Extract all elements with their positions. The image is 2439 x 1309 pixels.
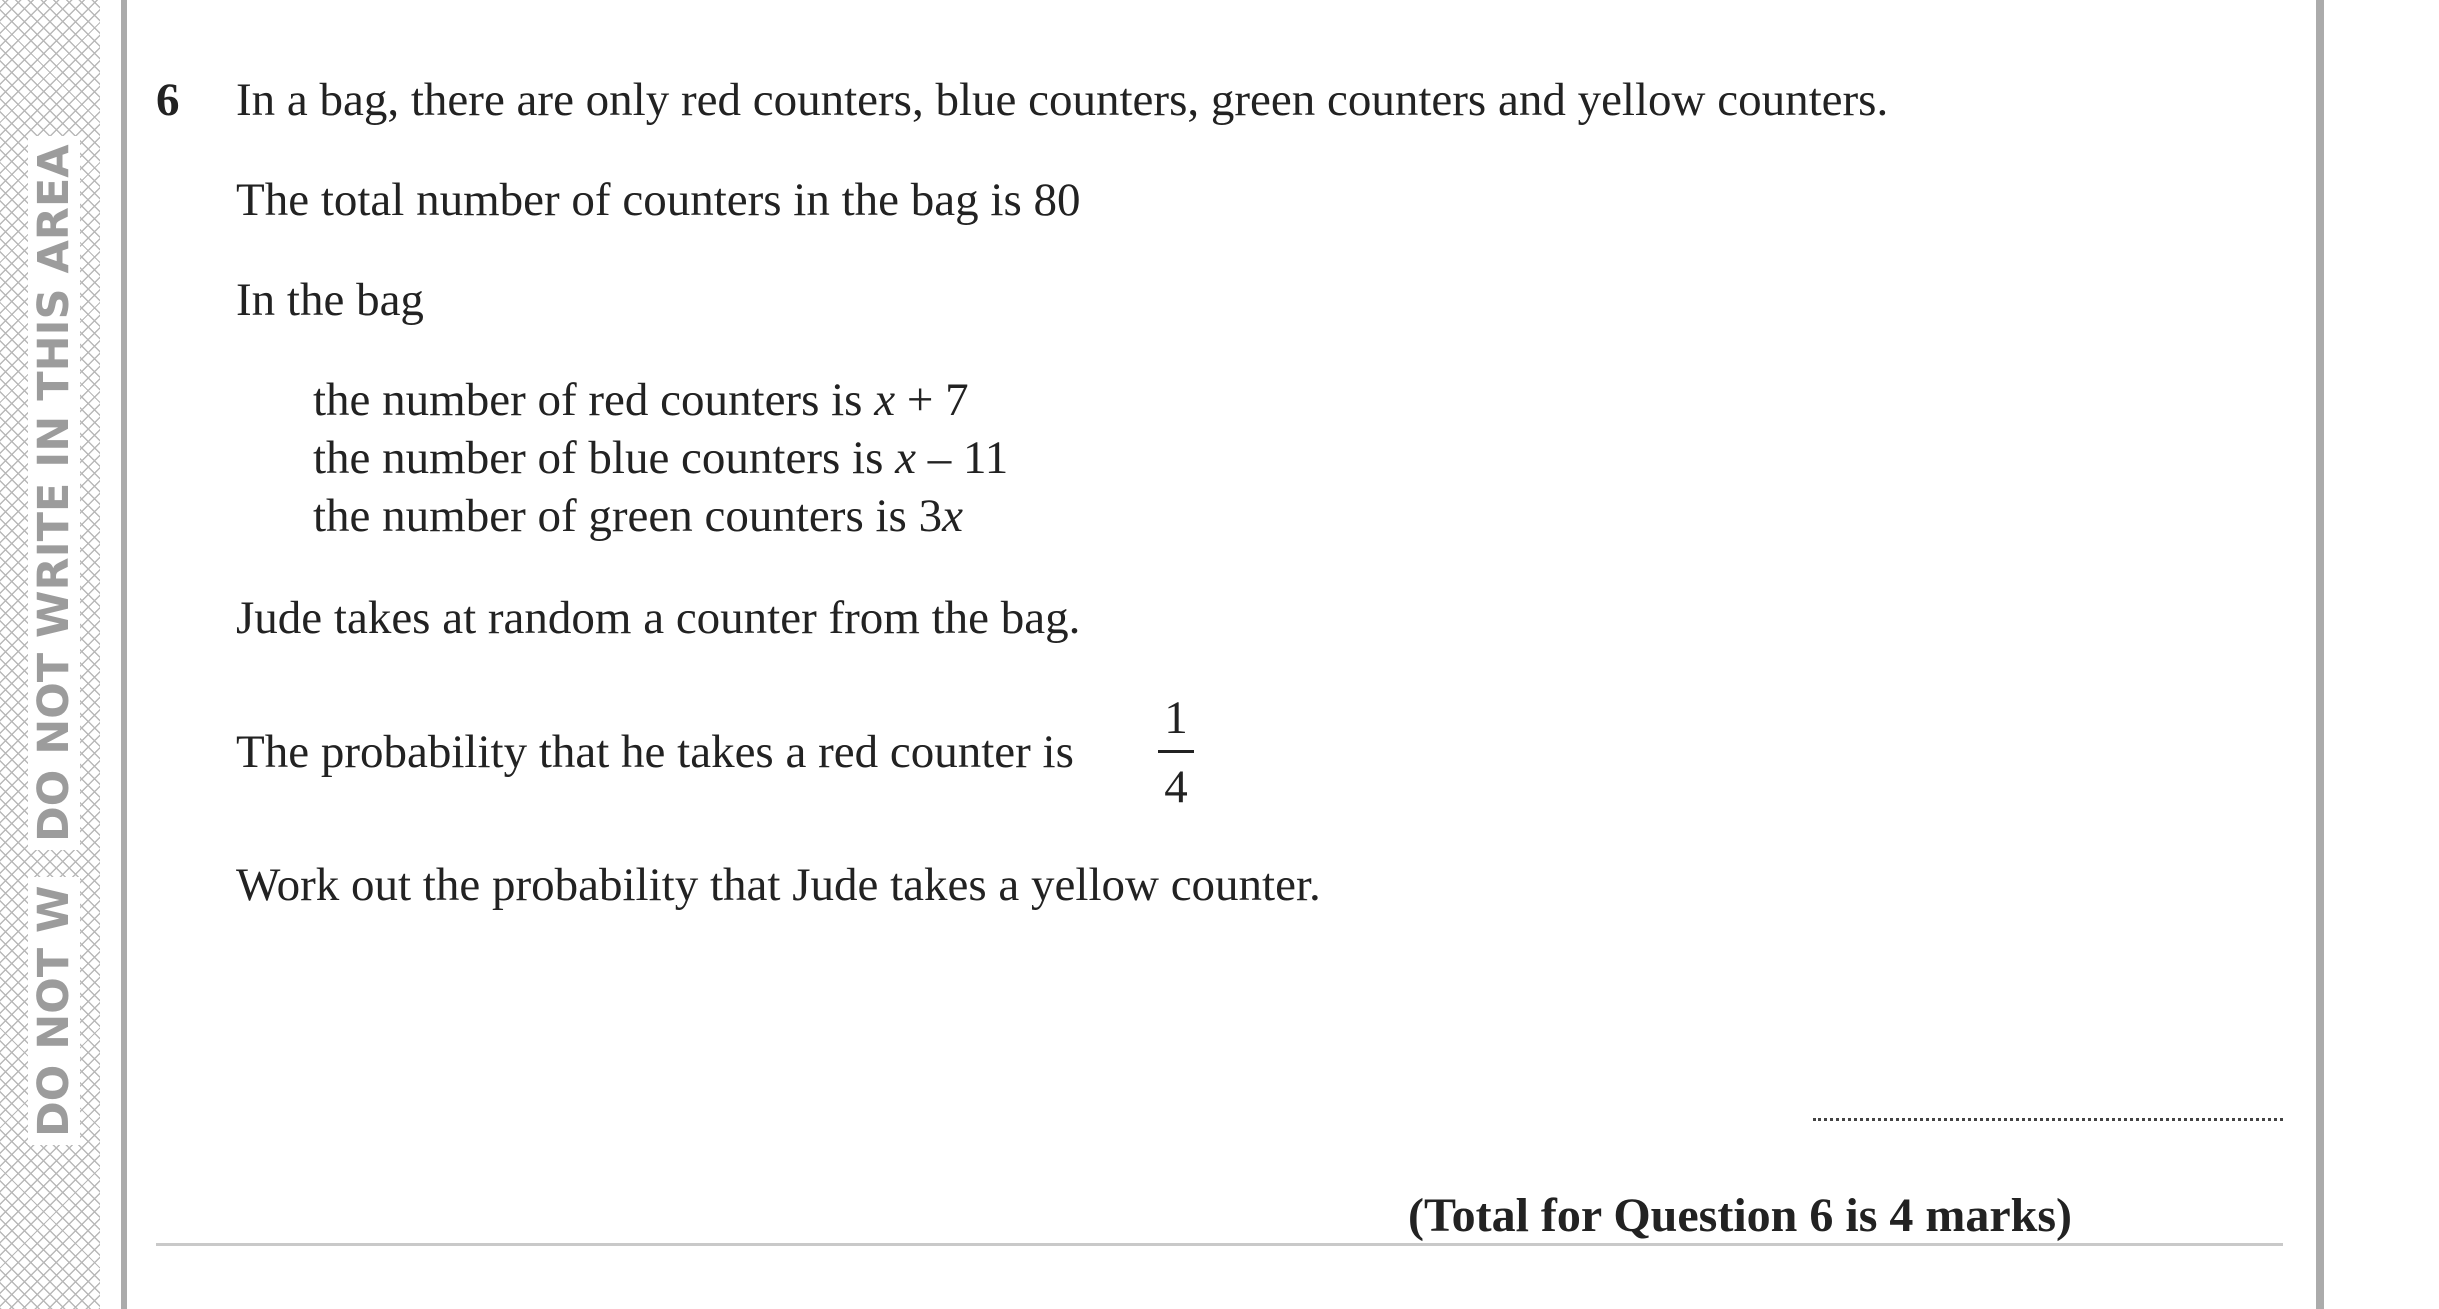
answer-line[interactable] [1813,1118,2283,1121]
condition-red-suffix: + 7 [895,374,969,426]
condition-green-prefix: the number of green counters is 3 [313,490,943,542]
condition-blue-suffix: – 11 [916,432,1009,484]
question-total-counters: The total number of counters in the bag is 80 [236,174,1081,226]
condition-blue-variable: x [895,432,917,484]
fraction-denominator: 4 [1164,761,1188,813]
margin-warning: DO NOT WRITE IN THIS AREA [28,136,80,850]
question-in-bag: In the bag [236,274,424,326]
total-marks: (Total for Question 6 is 4 marks) [1408,1189,2073,1242]
margin-warning-partial: DO NOT W [28,878,80,1146]
margin-divider [121,0,127,1309]
fraction-numerator: 1 [1164,692,1188,744]
condition-green [313,486,963,546]
condition-red [313,370,969,430]
condition-red-prefix: the number of red counters is [313,374,875,426]
question-task: Work out the probability that Jude takes a yellow counter. [236,859,1321,911]
question-probability-text: The probability that he takes a red counter is [236,726,1074,778]
bottom-rule [156,1243,2283,1246]
margin-hatch [0,0,100,1309]
fraction-bar [1158,750,1194,753]
question-intro: In a bag, there are only red counters, blue counters, green counters and yellow counters. [236,74,1889,126]
probability-fraction [1158,690,1194,815]
condition-blue-prefix: the number of blue counters is [313,432,896,484]
question-jude: Jude takes at random a counter from the bag. [236,592,1081,644]
condition-blue [313,428,1008,488]
page-right-border [2316,0,2324,1309]
condition-red-variable: x [874,374,896,426]
condition-green-variable: x [942,490,963,542]
question-number: 6 [156,74,180,126]
